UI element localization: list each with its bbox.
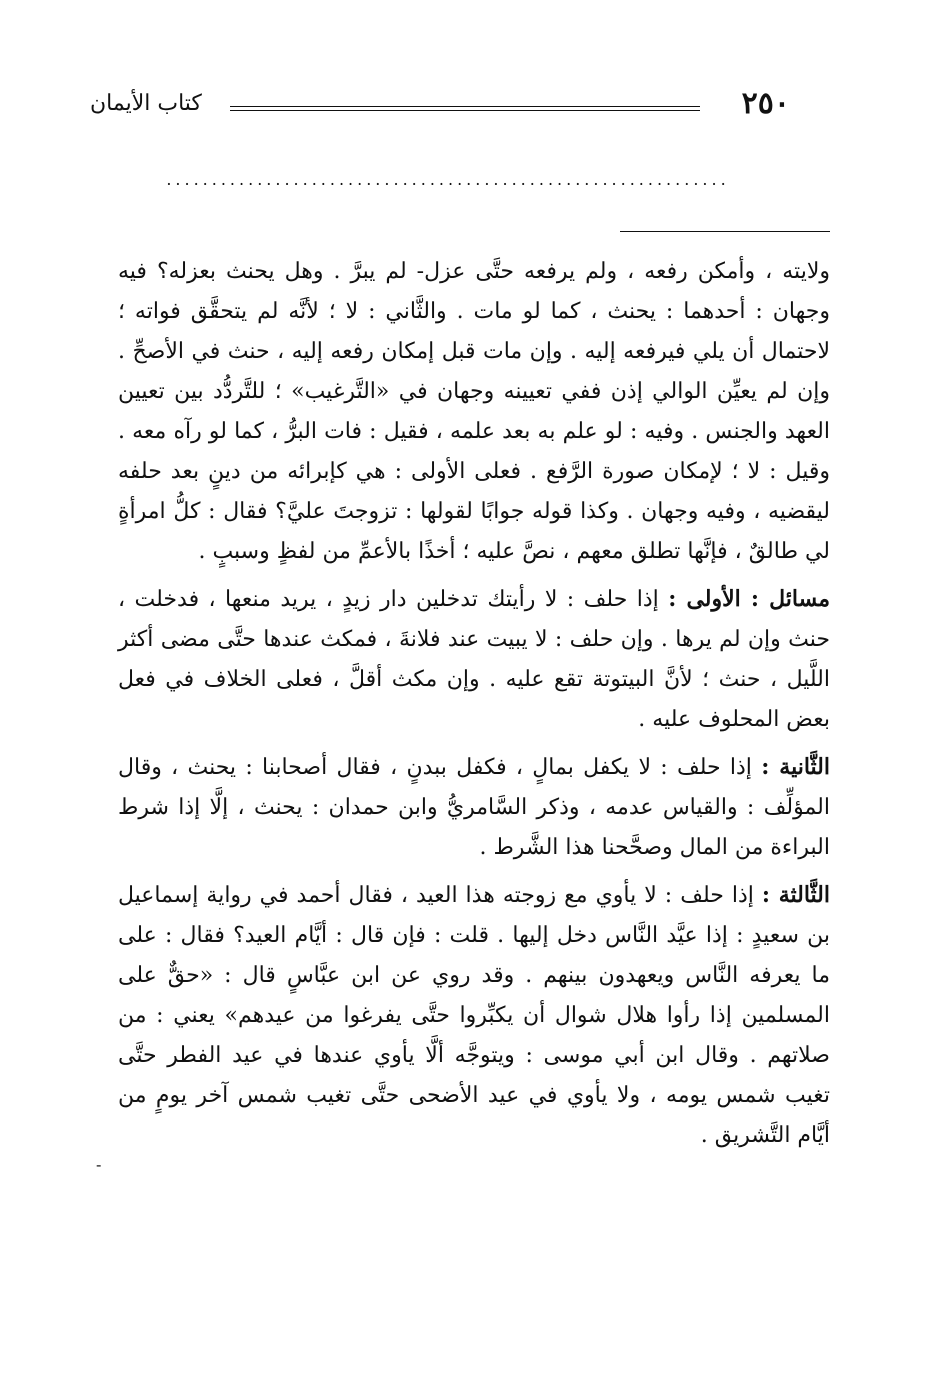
paragraph-3 — [118, 747, 830, 868]
paragraph-4-text: إذا حلف : لا يأوي مع زوجته هذا العيد ، فقال أحمد في رواية إسماعيل بن سعيدٍ : إذا عيَّد النَّاس دخل إليها . قلت : فإن قال : أيَّام العيد؟ فقال : على ما يعرفه النَّاس ويعهدون بينهم . وقد روي عن ابن عبَّاسٍ قال : «حقٌّ على المسلمين إذا رأوا هلال شوال أن يكبِّروا حتَّى يفرغوا من عيدهم» يعني : من صلاتهم . وقال ابن أبي موسى : ويتوجَّه ألَّا يأوي عندها في عيد الفطر حتَّى تغيب شمس يومه ، ولا يأوي في عيد الأضحى حتَّى تغيب شمس آخر يومٍ من أيَّام التَّشريق . — [118, 883, 830, 1148]
footnote-separator-rule — [620, 231, 830, 232]
header-rule — [230, 106, 700, 107]
page-header — [90, 84, 790, 124]
paragraph-4 — [118, 875, 830, 1156]
paragraph-3-lead: الثَّانية : — [761, 754, 830, 780]
paragraph-1 — [118, 252, 830, 572]
paragraph-1-text: ولايته ، وأمكن رفعه ، ولم يرفعه حتَّى عزل- لم يبرَّ . وهل يحنث بعزله؟ فيه وجهان : أحدهما : يحنث ، كما لو مات . والثَّاني : لا ؛ لأنَّه لم يتحقَّق فواته ؛ لاحتمال أن يلي فيرفعه إليه . وإن مات قبل إمكان رفعه إليه ، حنث في الأصحِّ . وإن لم يعيِّن الوالي إذن ففي تعيينه وجهان في «التَّرغيب» ؛ للتَّردُّد بين تعيين العهد والجنس . وفيه : لو علم به بعد علمه ، فقيل : فات البرُّ ، كما لو رآه معه . وقيل : لا ؛ لإمكان صورة الرَّفع . فعلى الأولى : هي كإبرائه من دينٍ بعد حلفه ليقضيه ، وفيه وجهان . وكذا قوله جوابًا لقولها : تزوجتَ عليَّ؟ فقال : كلُّ امرأةٍ لي طالقٌ ، فإنَّها تطلق معهم ، نصَّ عليه ؛ أخذًا بالأعمِّ من لفظٍ وسببٍ . — [118, 259, 830, 564]
header-rule-thin — [230, 110, 700, 111]
stray-mark: - — [96, 1155, 102, 1174]
paragraph-2-text: إذا حلف : لا رأيتك تدخلين دار زيدٍ ، يريد منعها ، فدخلت ، حنث وإن لم يرها . وإن حلف : لا يبيت عند فلانةَ ، فمكث عندها حتَّى مضى أكثر اللَّيل ، حنث ؛ لأنَّ البيتوتة تقع عليه . وإن مكث أقلَّ ، فعلى الخلاف في فعل بعض المحلوف عليه . — [118, 587, 830, 732]
paragraph-2 — [118, 579, 830, 740]
body-text — [118, 252, 830, 1156]
page-number: ٢٥٠ — [741, 86, 790, 121]
paragraph-2-lead: مسائل : الأولى : — [668, 586, 830, 612]
book-title: كتاب الأيمان — [90, 91, 202, 116]
dotted-separator: .............................................................. — [166, 170, 730, 189]
paragraph-3-text: إذا حلف : لا يكفل بمالٍ ، فكفل ببدنٍ ، فقال أصحابنا : يحنث ، وقال المؤلِّف : والقياس عدمه ، وذكر السَّامريُّ وابن حمدان : يحنث ، إلَّا إذا شرط البراءة من المال وصحَّحنا هذا الشَّرط . — [118, 755, 830, 860]
paragraph-4-lead: الثَّالثة : — [761, 882, 830, 908]
